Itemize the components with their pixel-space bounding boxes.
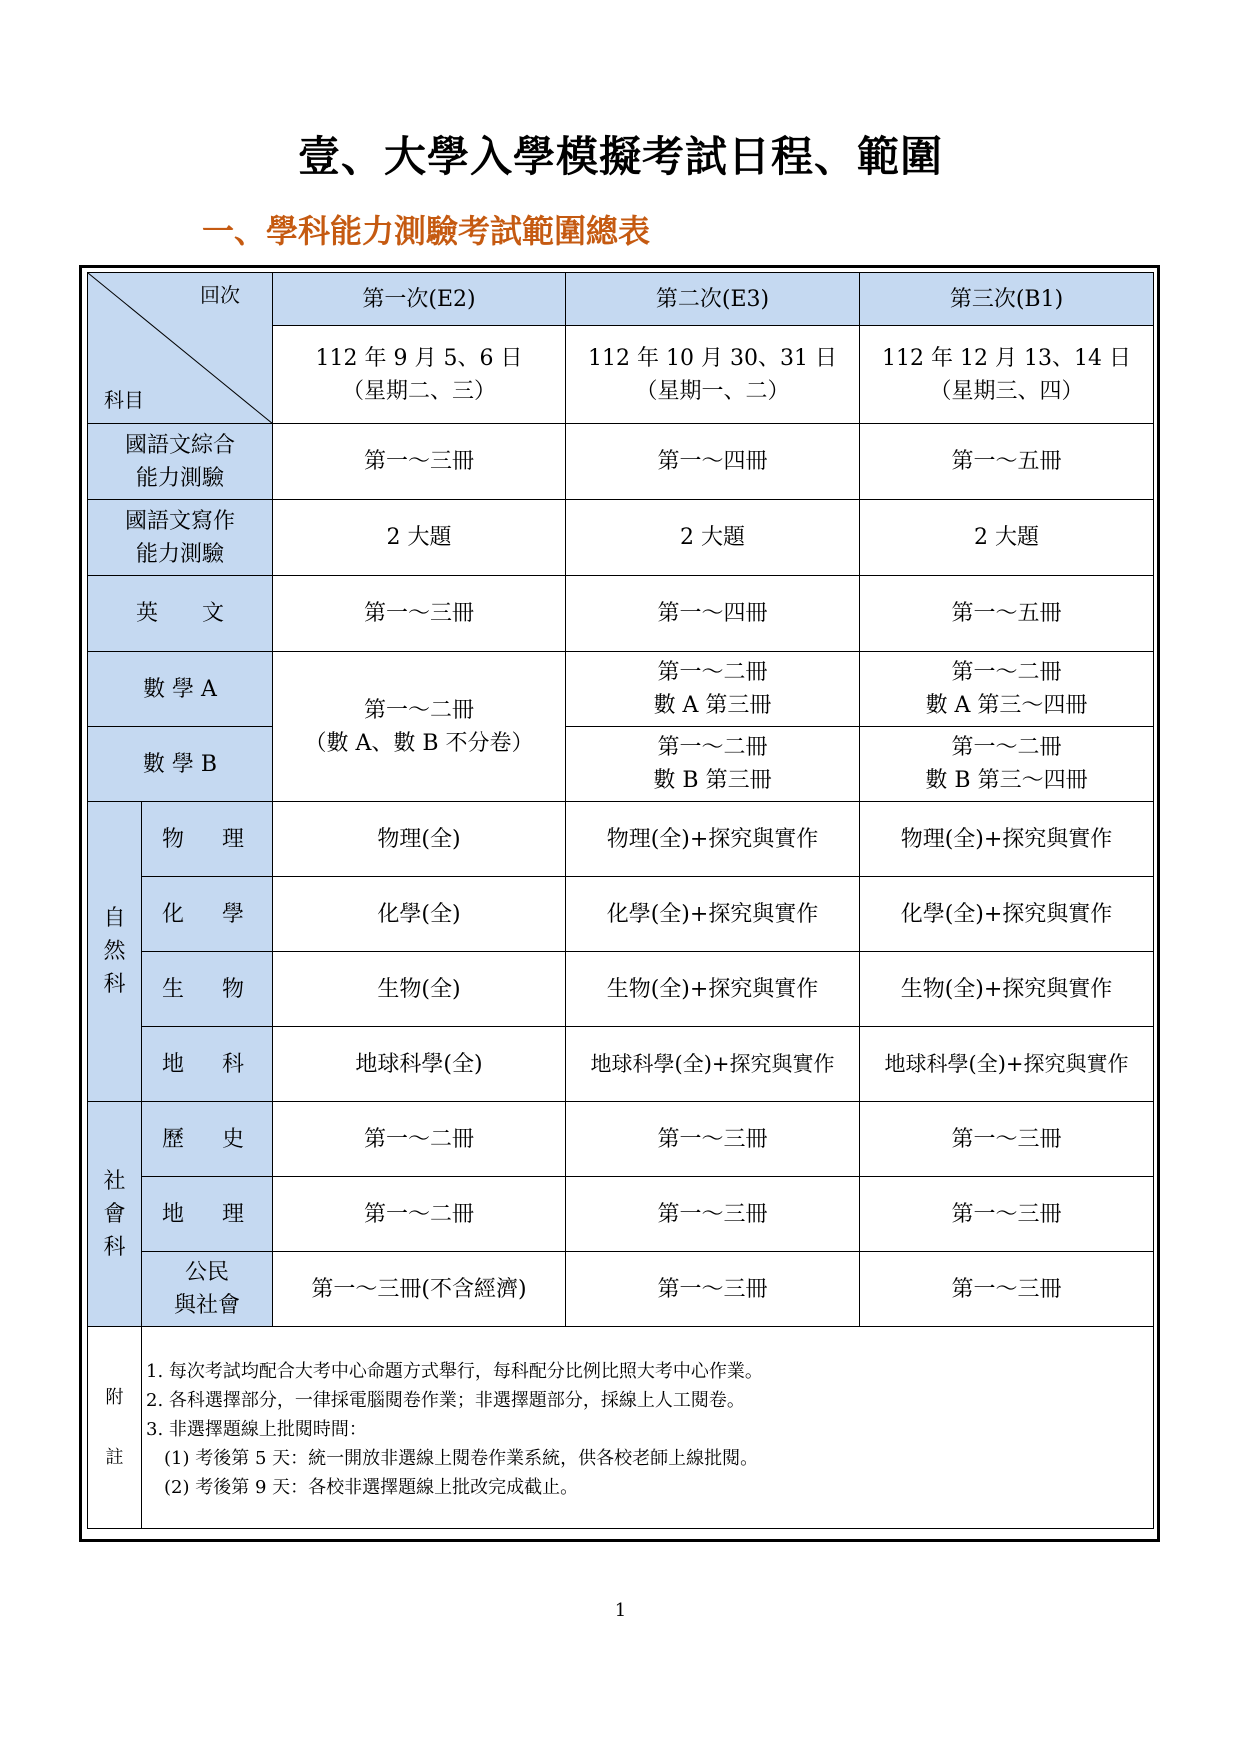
- note-line: 1. 每次考試均配合大考中心命題方式舉行，每科配分比例比照大考中心作業。: [146, 1361, 763, 1382]
- scope-cell: 2 大題: [566, 500, 860, 576]
- round-label: 回次: [200, 283, 240, 307]
- scope-cell: 第一～五冊: [860, 424, 1154, 500]
- table-row: [88, 424, 1154, 500]
- subject-english: 英 文: [88, 576, 273, 652]
- scope-cell: 第一～二冊: [273, 1102, 566, 1177]
- note-line: (1) 考後第 5 天：統一開放非選線上閱卷作業系統，供各校老師上線批閱。: [146, 1448, 759, 1469]
- group-natural-science: 自 然 科: [88, 802, 142, 1102]
- subject-civics: 公民 與社會: [142, 1252, 273, 1327]
- subject-chemistry: 化 學: [142, 877, 273, 952]
- scope-cell: 第一～四冊: [566, 424, 860, 500]
- math-merged-scope: 第一～二冊 （數 A、數 B 不分卷）: [273, 652, 566, 802]
- page-number: 1: [614, 1600, 627, 1621]
- table-row: [88, 652, 1154, 727]
- subject-math-a: 數 學 A: [88, 652, 273, 727]
- scope-cell: 第一～五冊: [860, 576, 1154, 652]
- round-header-1: 第一次(E2): [273, 273, 566, 326]
- table-row: [88, 727, 1154, 802]
- round-header-2: 第二次(E3): [566, 273, 860, 326]
- subject-label: 科目: [104, 388, 144, 412]
- table-row: [88, 877, 1154, 952]
- scope-cell: 2 大題: [273, 500, 566, 576]
- subject-chinese-writing: 國語文寫作 能力測驗: [88, 500, 273, 576]
- scope-cell: 第一～三冊: [273, 424, 566, 500]
- table-row: [88, 1252, 1154, 1327]
- scope-cell: 物理(全)+探究與實作: [860, 802, 1154, 877]
- note-line: 2. 各科選擇部分，一律採電腦閱卷作業；非選擇題部分，採線上人工閱卷。: [146, 1390, 745, 1411]
- scope-cell: 生物(全)+探究與實作: [860, 952, 1154, 1027]
- scope-cell: 化學(全)+探究與實作: [860, 877, 1154, 952]
- table-row: [88, 500, 1154, 576]
- scope-cell: 第一～三冊: [860, 1177, 1154, 1252]
- notes-label: 附 註: [88, 1327, 142, 1529]
- group-social-science: 社 會 科: [88, 1102, 142, 1327]
- scope-cell: 生物(全)+探究與實作: [566, 952, 860, 1027]
- table-row: [88, 1177, 1154, 1252]
- table-row: [88, 802, 1154, 877]
- scope-cell: 第一～二冊: [273, 1177, 566, 1252]
- notes-content: [142, 1327, 1154, 1529]
- note-line: 3. 非選擇題線上批閱時間：: [146, 1419, 367, 1440]
- notes-row: [88, 1327, 1154, 1529]
- scope-cell: 2 大題: [860, 500, 1154, 576]
- scope-cell: 第一～二冊 數 B 第三～四冊: [860, 727, 1154, 802]
- subject-physics: 物 理: [142, 802, 273, 877]
- subject-biology: 生 物: [142, 952, 273, 1027]
- scope-cell: 化學(全)+探究與實作: [566, 877, 860, 952]
- subject-math-b: 數 學 B: [88, 727, 273, 802]
- date-cell-1: 112 年 9 月 5、6 日 （星期二、三）: [273, 326, 566, 424]
- date-cell-3: 112 年 12 月 13、14 日 （星期三、四）: [860, 326, 1154, 424]
- scope-cell: 物理(全): [273, 802, 566, 877]
- section-subtitle: 一、學科能力測驗考試範圍總表: [202, 212, 651, 250]
- exam-scope-table: [87, 272, 1154, 1529]
- page-title: 壹、大學入學模擬考試日程、範圍: [297, 132, 943, 181]
- scope-cell: 第一～三冊: [566, 1177, 860, 1252]
- scope-cell: 地球科學(全): [273, 1027, 566, 1102]
- subject-history: 歷 史: [142, 1102, 273, 1177]
- table-row: [88, 576, 1154, 652]
- scope-cell: 物理(全)+探究與實作: [566, 802, 860, 877]
- scope-cell: 第一～三冊: [566, 1102, 860, 1177]
- scope-cell: 第一～二冊 數 A 第三冊: [566, 652, 860, 727]
- round-header-3: 第三次(B1): [860, 273, 1154, 326]
- scope-cell: 化學(全): [273, 877, 566, 952]
- date-cell-2: 112 年 10 月 30、31 日 （星期一、二）: [566, 326, 860, 424]
- subject-earth-science: 地 科: [142, 1027, 273, 1102]
- table-row: [88, 1027, 1154, 1102]
- table-row: [88, 1102, 1154, 1177]
- scope-cell: 第一～三冊: [273, 576, 566, 652]
- subject-geography: 地 理: [142, 1177, 273, 1252]
- scope-cell: 第一～三冊: [860, 1252, 1154, 1327]
- scope-cell: 第一～三冊: [860, 1102, 1154, 1177]
- scope-cell: 地球科學(全)+探究與實作: [566, 1027, 860, 1102]
- note-line: (2) 考後第 9 天：各校非選擇題線上批改完成截止。: [146, 1477, 579, 1498]
- corner-header-cell: [88, 273, 273, 424]
- scope-cell: 第一～三冊(不含經濟): [273, 1252, 566, 1327]
- scope-cell: 第一～四冊: [566, 576, 860, 652]
- scope-cell: 第一～二冊 數 A 第三～四冊: [860, 652, 1154, 727]
- subject-chinese-comprehensive: 國語文綜合 能力測驗: [88, 424, 273, 500]
- scope-cell: 地球科學(全)+探究與實作: [860, 1027, 1154, 1102]
- scope-cell: 第一～二冊 數 B 第三冊: [566, 727, 860, 802]
- scope-cell: 第一～三冊: [566, 1252, 860, 1327]
- scope-cell: 生物(全): [273, 952, 566, 1027]
- table-row: [88, 952, 1154, 1027]
